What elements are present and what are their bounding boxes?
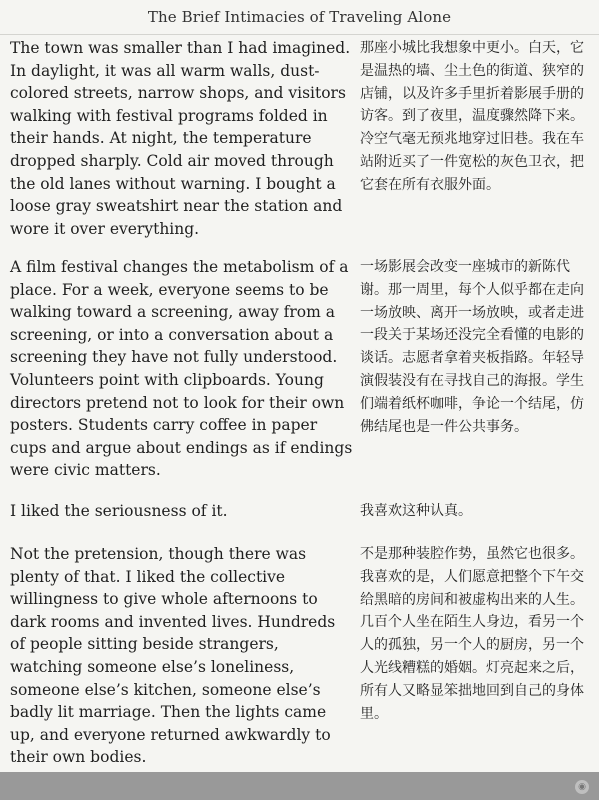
english-paragraph: The town was smaller than I had imagined. In daylight, it was all warm walls, dust-colored streets, narrow shops, and visitors walking with festival programs folded in their hands. At night, the temperature dropped sharply. Cold air moved through the old lanes without warning. I bought a loose gray sweatshirt near the station and wore it over everything. — [10, 39, 351, 238]
chinese-paragraph: 我喜欢这种认真。 — [360, 503, 472, 519]
english-paragraph: I liked the seriousness of it. — [10, 502, 228, 520]
english-paragraph: Not the pretension, though there was plenty of that. I liked the collective willingness to give whole afternoons to dark rooms and invented lives. Hundreds of people sitting beside strangers, watching someone else’s loneliness, someone else’s kitchen, someone else’s badly lit marriage. Then the lights came up, and everyone returned awkwardly to their own bodies. — [10, 545, 336, 767]
chinese-paragraph: 不是那种装腔作势，虽然它也很多。我喜欢的是，人们愿意把整个下午交给黑暗的房间和被虚构出来的人生。几百个人坐在陌生人身边，看另一个人的孤独，另一个人的厨房，另一个人光线糟糕的婚姻。灯亮起来之后，所有人又略显笨拙地回到自己的身体里。 — [360, 546, 584, 722]
watermark-icon: ◉ — [575, 780, 589, 794]
chinese-paragraph: 一场影展会改变一座城市的新陈代谢。那一周里，每个人似乎都在走向一场放映、离开一场放映，或者走进一段关于某场还没完全看懂的电影的谈话。志愿者拿着夹板指路。年轻导演假装没有在寻找自己的海报。学生们端着纸杯咖啡，争论一个结尾，仿佛结尾也是一件公共事务。 — [360, 259, 584, 435]
english-paragraph: A film festival changes the metabolism of a place. For a week, everyone seems to be walking toward a screening, away from a screening, or into a conversation about a screening they have not fully understood. Volunteers point with clipboards. Young directors pretend not to look for their own posters. Students carry coffee in paper cups and argue about endings as if endings were civic matters. — [10, 258, 353, 480]
chinese-paragraph: 那座小城比我想象中更小。白天，它是温热的墙、尘土色的街道、狭窄的店铺，以及许多手里折着影展手册的访客。到了夜里，温度骤然降下来。冷空气毫无预兆地穿过旧巷。我在车站附近买了一件宽松的灰色卫衣，把它套在所有衣服外面。 — [360, 40, 584, 193]
page-header — [0, 0, 599, 35]
bottom-bar — [0, 772, 599, 800]
book-title: The Brief Intimacies of Traveling Alone — [147, 8, 452, 26]
reading-content — [0, 34, 599, 772]
